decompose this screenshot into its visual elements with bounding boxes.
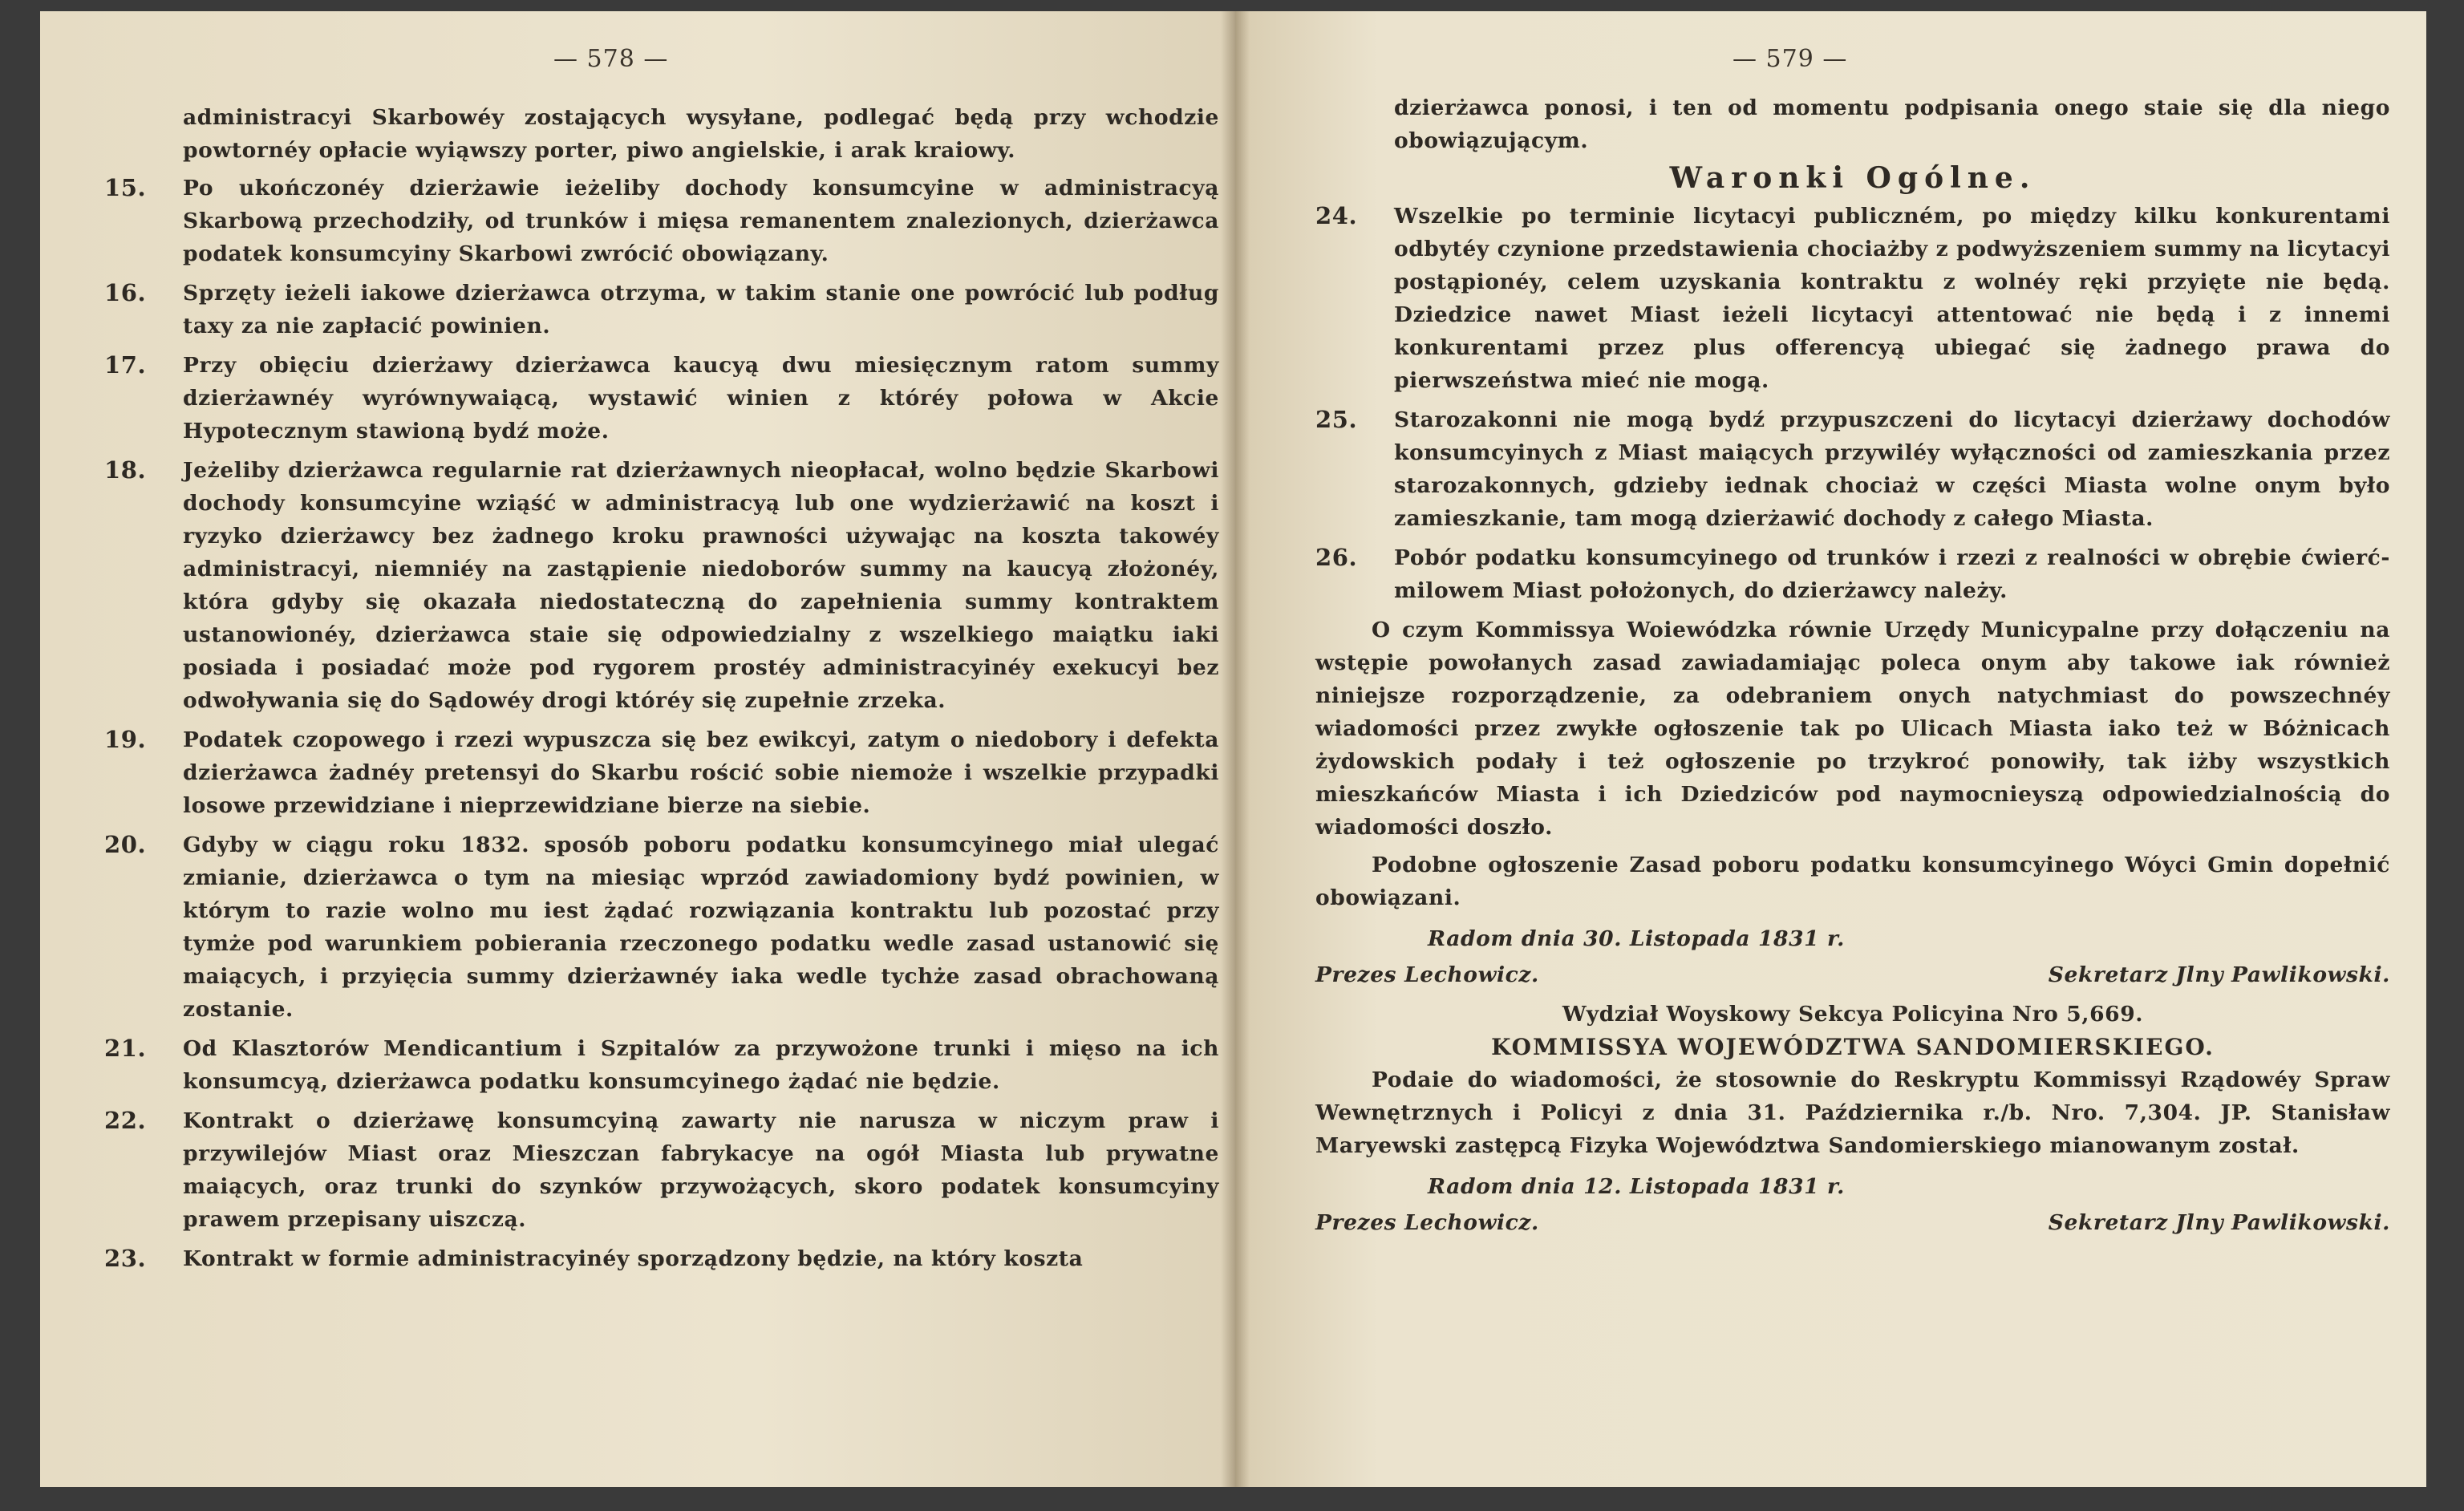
notice-paragraph: Podaie do wiadomości, że stosownie do Reskryptu Kommissyi Rządowéy Spraw Wewnętrznych i Policyi z dnia 31. Października r./b. Nro. 7,304. JP. Stanisław Maryewski zastępcą Fizyka Województwa Sandomierskiego mianowanym został. (1315, 1067, 2390, 1158)
notice-paragraph: O czym Kommissya Woiewódzka równie Urzędy Municypalne przy dołączeniu na wstępie powołanych zasad zawiadamiając poleca onym aby takowe iak również niniejsze rozporządzenie, za odebraniem onych natychmiast do powszechnéy wiadomości przez zwykłe ogłoszenie tak po Ulicach Miasta iako też w Bóżnicach żydowskich podały i też ogłoszenie po trzykroć ponowiły, tak iżby wszystkich mieszkańców Miasta i ich Dziedziców pod naymocnieyszą odpowiedzialnością do wiadomości doszło. (1315, 618, 2390, 840)
left-page (40, 11, 1235, 1487)
article-number: 19. (104, 726, 147, 753)
article-text: Jeżeliby dzierżawca regularnie rat dzierżawnych nieopłacał, wolno będzie Skarbowi dochody konsumcyine wziąść w administracyą lub one wydzierżawić na koszt i ryzyko dzierżawcy bez żadnego kroku prawności używając na koszta takowéy administracyi, niemniéy na zastąpienie niedoborów summy na kaucyą złożonéy, która gdyby się okazała niedostateczną do zapełnienia summy kontraktem ustanowionéy, dzierżawca staie się odpowiedzialny z wszelkiego maiątku iaki posiada i posiadać może pod rygorem prostéy administracyinéy exekucyi bez odwoływania się do Sądowéy drogi któréy się zupełnie zrzeka. (183, 458, 1219, 713)
article-text: Podatek czopowego i rzezi wypuszcza się bez ewikcyi, zatym o niedobory i defekta dzierżawca żadnéy pretensyi do Skarbu rościć sobie niemoże i wszelkie przypadki losowe przewidziane i nieprzewidziane bierze na siebie. (183, 727, 1219, 818)
page-number: — 578 — (553, 45, 669, 73)
article-21 (104, 1032, 1219, 1098)
right-page-body (1315, 91, 2390, 1246)
book-gutter (1221, 11, 1250, 1487)
article-19 (104, 723, 1219, 822)
article-16 (104, 277, 1219, 342)
article-number: 17. (104, 351, 147, 379)
article-number: 18. (104, 456, 147, 484)
president-signature: Prezes Lechowicz. (1315, 1210, 1539, 1235)
continuation-paragraph: administracyi Skarbowéy zostających wysyłane, podlegać będą przy wchodzie powtornéy opłacie wyiąwszy porter, piwo angielskie, i arak kraiowy. (183, 105, 1219, 163)
article-number: 15. (104, 174, 147, 201)
article-number: 24. (1315, 202, 1358, 229)
place-date: Radom dnia 12. Listopada 1831 r. (1428, 1174, 1845, 1199)
article-25 (1315, 403, 2390, 535)
article-number: 25. (1315, 406, 1358, 433)
secretary-signature: Sekretarz Jlny Pawlikowski. (2048, 962, 2390, 987)
book-spread (40, 11, 2426, 1487)
president-signature: Prezes Lechowicz. (1315, 962, 1539, 987)
article-text: Po ukończonéy dzierżawie ieżeliby dochody konsumcyine w administracyą Skarbową przechodziły, od trunków i mięsa remanentem znalezionych, dzierżawca podatek konsumcyiny Skarbowi zwrócić obowiązany. (183, 176, 1219, 266)
signatures (1315, 958, 2390, 991)
article-number: 26. (1315, 544, 1358, 571)
article-text: Sprzęty ieżeli iakowe dzierżawca otrzyma, w takim stanie one powrócić lub podług taxy za nie zapłacić powinien. (183, 281, 1219, 338)
article-23 (104, 1242, 1219, 1275)
article-text: Starozakonni nie mogą bydź przypuszczeni do licytacyi dzierżawy dochodów konsumcyinych z Miast maiących przywiléy wyłączności od zamieszkania przez starozakonnych, gdzieby iednak chociaż w części Miasta wolne onym było zamieszkanie, tam mogą dzierżawić dochody z całego Miasta. (1394, 407, 2390, 531)
article-text: Przy obięciu dzierżawy dzierżawca kaucyą dwu miesięcznym ratom summy dzierżawnéy wyrównywaiącą, wystawić winien z któréy połowa w Akcie Hypotecznym stawioną bydź może. (183, 353, 1219, 444)
commission-title: KOMMISSYA WOJEWÓDZTWA SANDOMIERSKIEGO. (1491, 1034, 2215, 1060)
article-text: Pobór podatku konsumcyinego od trunków i rzezi z realności w obrębie ćwierć-milowem Miast położonych, do dzierżawcy należy. (1394, 545, 2390, 603)
signatures (1315, 1206, 2390, 1239)
department-reference: Wydział Woyskowy Sekcya Policyina Nro 5,669. (1562, 1002, 2144, 1027)
article-number: 22. (104, 1107, 147, 1134)
article-text: Kontrakt w formie administracyinéy sporządzony będzie, na który koszta (183, 1246, 1084, 1271)
article-18 (104, 454, 1219, 717)
article-text: Kontrakt o dzierżawę konsumcyiną zawarty nie narusza w niczym praw i przywilejów Miast oraz Mieszczan fabrykacye na ogół Miasta lub prywatne maiących, oraz trunki do szynków przywożących, skoro podatek konsumcyiny prawem przepisany uiszczą. (183, 1108, 1219, 1232)
article-24 (1315, 200, 2390, 397)
article-20 (104, 828, 1219, 1026)
article-text: Gdyby w ciągu roku 1832. sposób poboru podatku konsumcyinego miał ulegać zmianie, dzierżawca o tym na miesiąc wprzód zawiadomiony bydź powinien, w którym to razie wolno mu iest żądać rozwiązania kontraktu lub pozostać przy tymże pod warunkiem pobierania rzeczonego podatku wedle zasad ustanowić się maiących, i przyięcia summy dzierżawnéy iaka wedle tychże zasad obrachowaną zostanie. (183, 832, 1219, 1022)
article-text: Wszelkie po terminie licytacyi publiczném, po między kilku konkurentami odbytéy czynione przedstawienia chociażby z podwyższeniem summy na licytacyi postąpionéy, celem uzyskania kontraktu z wolnéy ręki przyięte nie będą. Dziedzice nawet Miast ieżeli licytacyi attentować nie będą i z innemi konkurentami przez plus offerencyą ubiegać się żadnego prawa do pierwszeństwa mieć nie mogą. (1394, 204, 2390, 393)
section-heading: Waronki Ogólne. (1669, 161, 2036, 195)
article-number: 21. (104, 1035, 147, 1062)
article-number: 16. (104, 279, 147, 306)
page-number: — 579 — (1732, 45, 1848, 73)
article-15 (104, 172, 1219, 270)
left-page-body (104, 101, 1219, 1282)
article-text: Od Klasztorów Mendicantium i Szpitalów za przywożone trunki i mięso na ich konsumcyą, dzierżawca podatku konsumcyinego żądać nie będzie. (183, 1036, 1219, 1094)
notice-paragraph: Podobne ogłoszenie Zasad poboru podatku konsumcyinego Wóyci Gmin dopełnić obowiązani. (1315, 853, 2390, 910)
article-22 (104, 1104, 1219, 1236)
article-26 (1315, 541, 2390, 607)
article-17 (104, 349, 1219, 448)
article-number: 23. (104, 1245, 147, 1272)
continuation-paragraph: dzierżawca ponosi, i ten od momentu podpisania onego staie się dla niego obowiązującym. (1394, 95, 2390, 153)
right-page (1235, 11, 2426, 1487)
secretary-signature: Sekretarz Jlny Pawlikowski. (2048, 1210, 2390, 1235)
article-number: 20. (104, 831, 147, 858)
place-date: Radom dnia 30. Listopada 1831 r. (1428, 926, 1845, 951)
